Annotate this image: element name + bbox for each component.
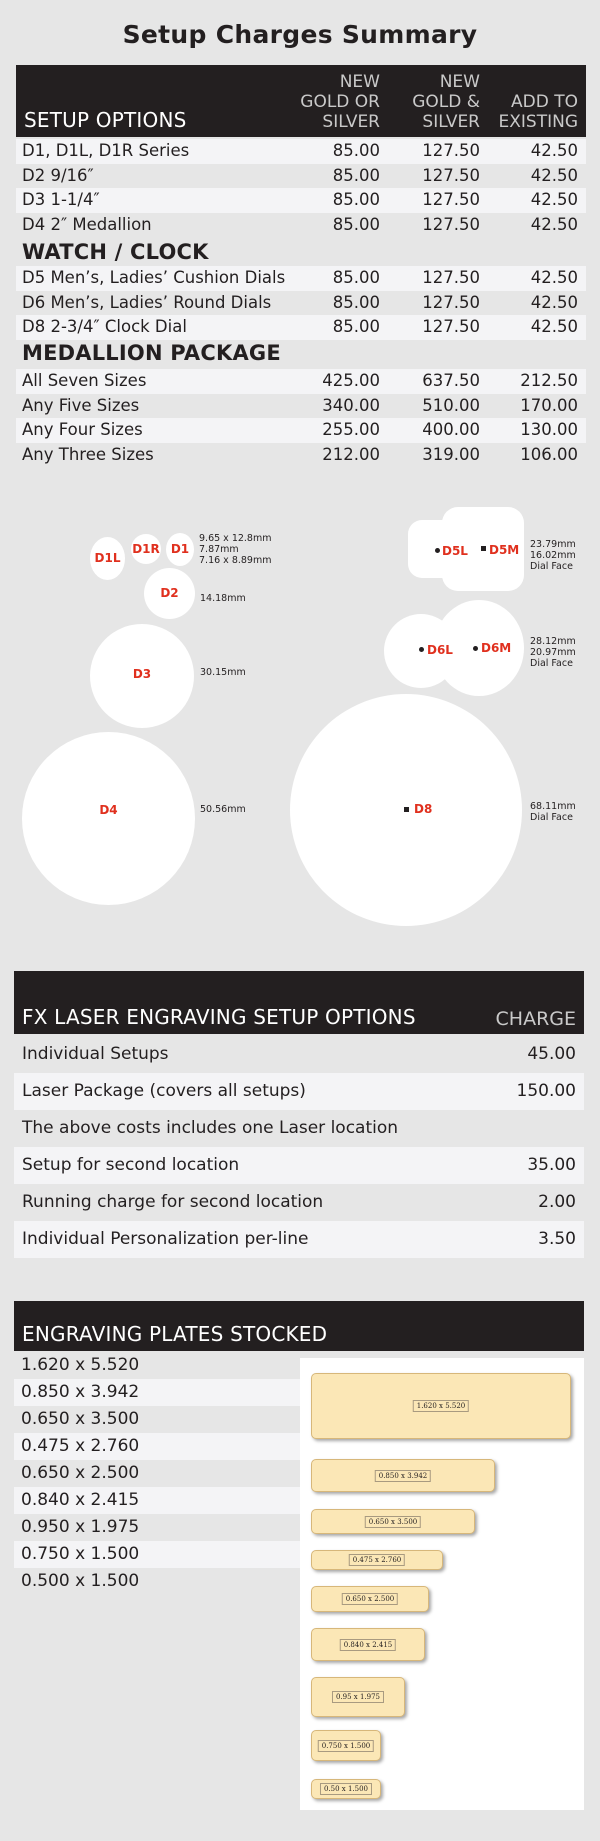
row-value-gold-or-silver: 212.00	[322, 445, 380, 464]
col-add-to-existing: ADD TO EXISTING	[498, 92, 578, 132]
laser-header	[14, 971, 584, 1034]
row-value-gold-and-silver: 400.00	[422, 420, 480, 439]
d2-dimension: 14.18mm	[200, 593, 246, 604]
d8-dot	[404, 807, 409, 812]
plate-label: 0.50 x 1.500	[320, 1783, 372, 1795]
d1l-label: D1L	[94, 551, 121, 565]
d5l-dot	[435, 548, 440, 553]
watch-clock-title: WATCH / CLOCK	[22, 240, 209, 264]
plate-size-label: 0.500 x 1.500	[21, 1571, 140, 1591]
laser-row-label: Individual Personalization per-line	[22, 1229, 309, 1249]
row-value-gold-or-silver: 85.00	[332, 317, 380, 336]
row-value-gold-or-silver: 85.00	[332, 293, 380, 312]
row-value-gold-and-silver: 637.50	[422, 371, 480, 390]
row-label: D4 2″ Medallion	[22, 215, 152, 234]
laser-row	[14, 1110, 584, 1147]
plate-label: 1.620 x 5.520	[413, 1400, 469, 1412]
engraving-plate	[311, 1373, 571, 1439]
table-row	[16, 394, 586, 419]
table-row	[16, 418, 586, 443]
laser-row-label: Laser Package (covers all setups)	[22, 1081, 306, 1101]
col-new-gold-or-silver: NEW GOLD OR SILVER	[300, 72, 380, 132]
row-label: D1, D1L, D1R Series	[22, 141, 190, 160]
d5m-dot	[481, 546, 486, 551]
table-row	[16, 213, 586, 238]
d8-dimensions: 68.11mm Dial Face	[530, 801, 576, 823]
laser-row	[14, 1147, 584, 1184]
laser-row-value: 150.00	[516, 1081, 576, 1101]
laser-charge-label: CHARGE	[495, 1008, 576, 1030]
d3-dimension: 30.15mm	[200, 667, 246, 678]
row-value-gold-or-silver: 85.00	[332, 268, 380, 287]
laser-row-value: 45.00	[527, 1044, 576, 1064]
d3-label: D3	[132, 667, 152, 681]
row-value-gold-and-silver: 127.50	[422, 293, 480, 312]
row-label: All Seven Sizes	[22, 371, 147, 390]
engraving-plate	[311, 1628, 425, 1661]
row-value-gold-and-silver: 127.50	[422, 190, 480, 209]
d4-circle	[22, 732, 195, 905]
laser-row-label: The above costs includes one Laser location	[22, 1118, 399, 1138]
plate-size-label: 0.950 x 1.975	[21, 1517, 140, 1537]
row-value-gold-and-silver: 510.00	[422, 396, 480, 415]
engraving-plate	[311, 1677, 405, 1717]
plate-size-label: 0.750 x 1.500	[21, 1544, 140, 1564]
row-value-gold-and-silver: 127.50	[422, 215, 480, 234]
row-value-add-to-existing: 42.50	[530, 268, 578, 287]
plates-title: ENGRAVING PLATES STOCKED	[22, 1322, 328, 1346]
row-value-add-to-existing: 42.50	[530, 166, 578, 185]
row-label: Any Five Sizes	[22, 396, 140, 415]
engraving-plate	[311, 1550, 443, 1570]
laser-row-value: 2.00	[538, 1192, 576, 1212]
row-value-gold-and-silver: 127.50	[422, 141, 480, 160]
table-row	[16, 291, 586, 316]
row-value-gold-and-silver: 319.00	[422, 445, 480, 464]
plate-label: 0.750 x 1.500	[318, 1740, 374, 1752]
col-new-gold-and-silver: NEW GOLD & SILVER	[412, 72, 480, 132]
d1-label: D1	[170, 542, 190, 556]
plate-size-row	[14, 1352, 300, 1379]
plate-size-label: 1.620 x 5.520	[21, 1355, 140, 1375]
plate-size-label: 0.840 x 2.415	[21, 1490, 140, 1510]
laser-row	[14, 1036, 584, 1073]
plate-label: 0.840 x 2.415	[340, 1639, 396, 1651]
d6-dimensions: 28.12mm 20.97mm Dial Face	[530, 636, 576, 669]
plate-label: 0.475 x 2.760	[349, 1554, 405, 1566]
laser-row	[14, 1073, 584, 1110]
d5-dimensions: 23.79mm 16.02mm Dial Face	[530, 539, 576, 572]
medallion-package-title: MEDALLION PACKAGE	[22, 341, 281, 365]
laser-row	[14, 1184, 584, 1221]
row-label: D3 1-1/4″	[22, 190, 100, 209]
plate-size-row	[14, 1568, 300, 1595]
row-value-gold-or-silver: 340.00	[322, 396, 380, 415]
row-value-add-to-existing: 42.50	[530, 215, 578, 234]
d8-label: D8	[414, 802, 433, 816]
row-value-add-to-existing: 42.50	[530, 190, 578, 209]
row-value-add-to-existing: 42.50	[530, 317, 578, 336]
row-value-gold-or-silver: 85.00	[332, 215, 380, 234]
engraving-plate	[311, 1586, 429, 1612]
d6l-label: D6L	[427, 643, 453, 657]
plate-size-row	[14, 1514, 300, 1541]
engraving-plate	[311, 1459, 495, 1492]
laser-row-label: Setup for second location	[22, 1155, 240, 1175]
d1r-label: D1R	[132, 542, 160, 556]
plate-label: 0.95 x 1.975	[332, 1691, 384, 1703]
plates-header	[14, 1301, 584, 1351]
row-value-add-to-existing: 212.50	[520, 371, 578, 390]
row-value-add-to-existing: 106.00	[520, 445, 578, 464]
row-value-gold-and-silver: 127.50	[422, 268, 480, 287]
engraving-plate	[311, 1509, 475, 1534]
d5l-label: D5L	[442, 544, 468, 558]
plate-size-row	[14, 1406, 300, 1433]
setup-options-title: SETUP OPTIONS	[24, 108, 187, 132]
row-label: D5 Men’s, Ladies’ Cushion Dials	[22, 268, 286, 287]
table-row	[16, 188, 586, 213]
d2-label: D2	[160, 586, 179, 600]
engraving-plate	[311, 1779, 381, 1799]
plate-size-row	[14, 1487, 300, 1514]
laser-row	[14, 1221, 584, 1258]
table-row	[16, 369, 586, 394]
plate-size-label: 0.850 x 3.942	[21, 1382, 140, 1402]
engraving-plate	[311, 1730, 381, 1761]
plate-size-label: 0.650 x 3.500	[21, 1409, 140, 1429]
row-value-gold-or-silver: 425.00	[322, 371, 380, 390]
d6l-dot	[419, 647, 424, 652]
plate-label: 0.650 x 3.500	[365, 1516, 421, 1528]
table-row	[16, 443, 586, 468]
row-label: D8 2-3/4″ Clock Dial	[22, 317, 187, 336]
laser-row-label: Individual Setups	[22, 1044, 169, 1064]
plate-size-row	[14, 1433, 300, 1460]
row-value-gold-or-silver: 85.00	[332, 141, 380, 160]
d4-label: D4	[99, 803, 118, 817]
row-value-gold-or-silver: 85.00	[332, 190, 380, 209]
plate-size-label: 0.475 x 2.760	[21, 1436, 140, 1456]
plate-label: 0.850 x 3.942	[375, 1470, 431, 1482]
page-title: Setup Charges Summary	[122, 20, 478, 49]
plate-size-label: 0.650 x 2.500	[21, 1463, 140, 1483]
plate-label: 0.650 x 2.500	[342, 1593, 398, 1605]
laser-row-label: Running charge for second location	[22, 1192, 324, 1212]
d6m-dot	[473, 646, 478, 651]
d5m-label: D5M	[489, 543, 520, 557]
table-row	[16, 139, 586, 164]
plate-size-row	[14, 1541, 300, 1568]
row-label: Any Three Sizes	[22, 445, 154, 464]
table-row	[16, 164, 586, 189]
laser-title: FX LASER ENGRAVING SETUP OPTIONS	[22, 1005, 416, 1029]
row-value-gold-or-silver: 255.00	[322, 420, 380, 439]
plate-size-row	[14, 1379, 300, 1406]
laser-row-value: 35.00	[527, 1155, 576, 1175]
row-label: Any Four Sizes	[22, 420, 143, 439]
row-value-add-to-existing: 42.50	[530, 293, 578, 312]
row-value-gold-or-silver: 85.00	[332, 166, 380, 185]
laser-row-value: 3.50	[538, 1229, 576, 1249]
d4-dimension: 50.56mm	[200, 804, 246, 815]
row-value-gold-and-silver: 127.50	[422, 317, 480, 336]
row-value-add-to-existing: 42.50	[530, 141, 578, 160]
table-row	[16, 266, 586, 291]
row-value-add-to-existing: 130.00	[520, 420, 578, 439]
d6m-label: D6M	[481, 641, 512, 655]
row-label: D6 Men’s, Ladies’ Round Dials	[22, 293, 272, 312]
row-label: D2 9/16″	[22, 166, 94, 185]
row-value-add-to-existing: 170.00	[520, 396, 578, 415]
plate-size-row	[14, 1460, 300, 1487]
d1-dimensions: 9.65 x 12.8mm 7.87mm 7.16 x 8.89mm	[199, 533, 272, 566]
setup-options-header	[16, 65, 586, 137]
table-row	[16, 315, 586, 340]
row-value-gold-and-silver: 127.50	[422, 166, 480, 185]
